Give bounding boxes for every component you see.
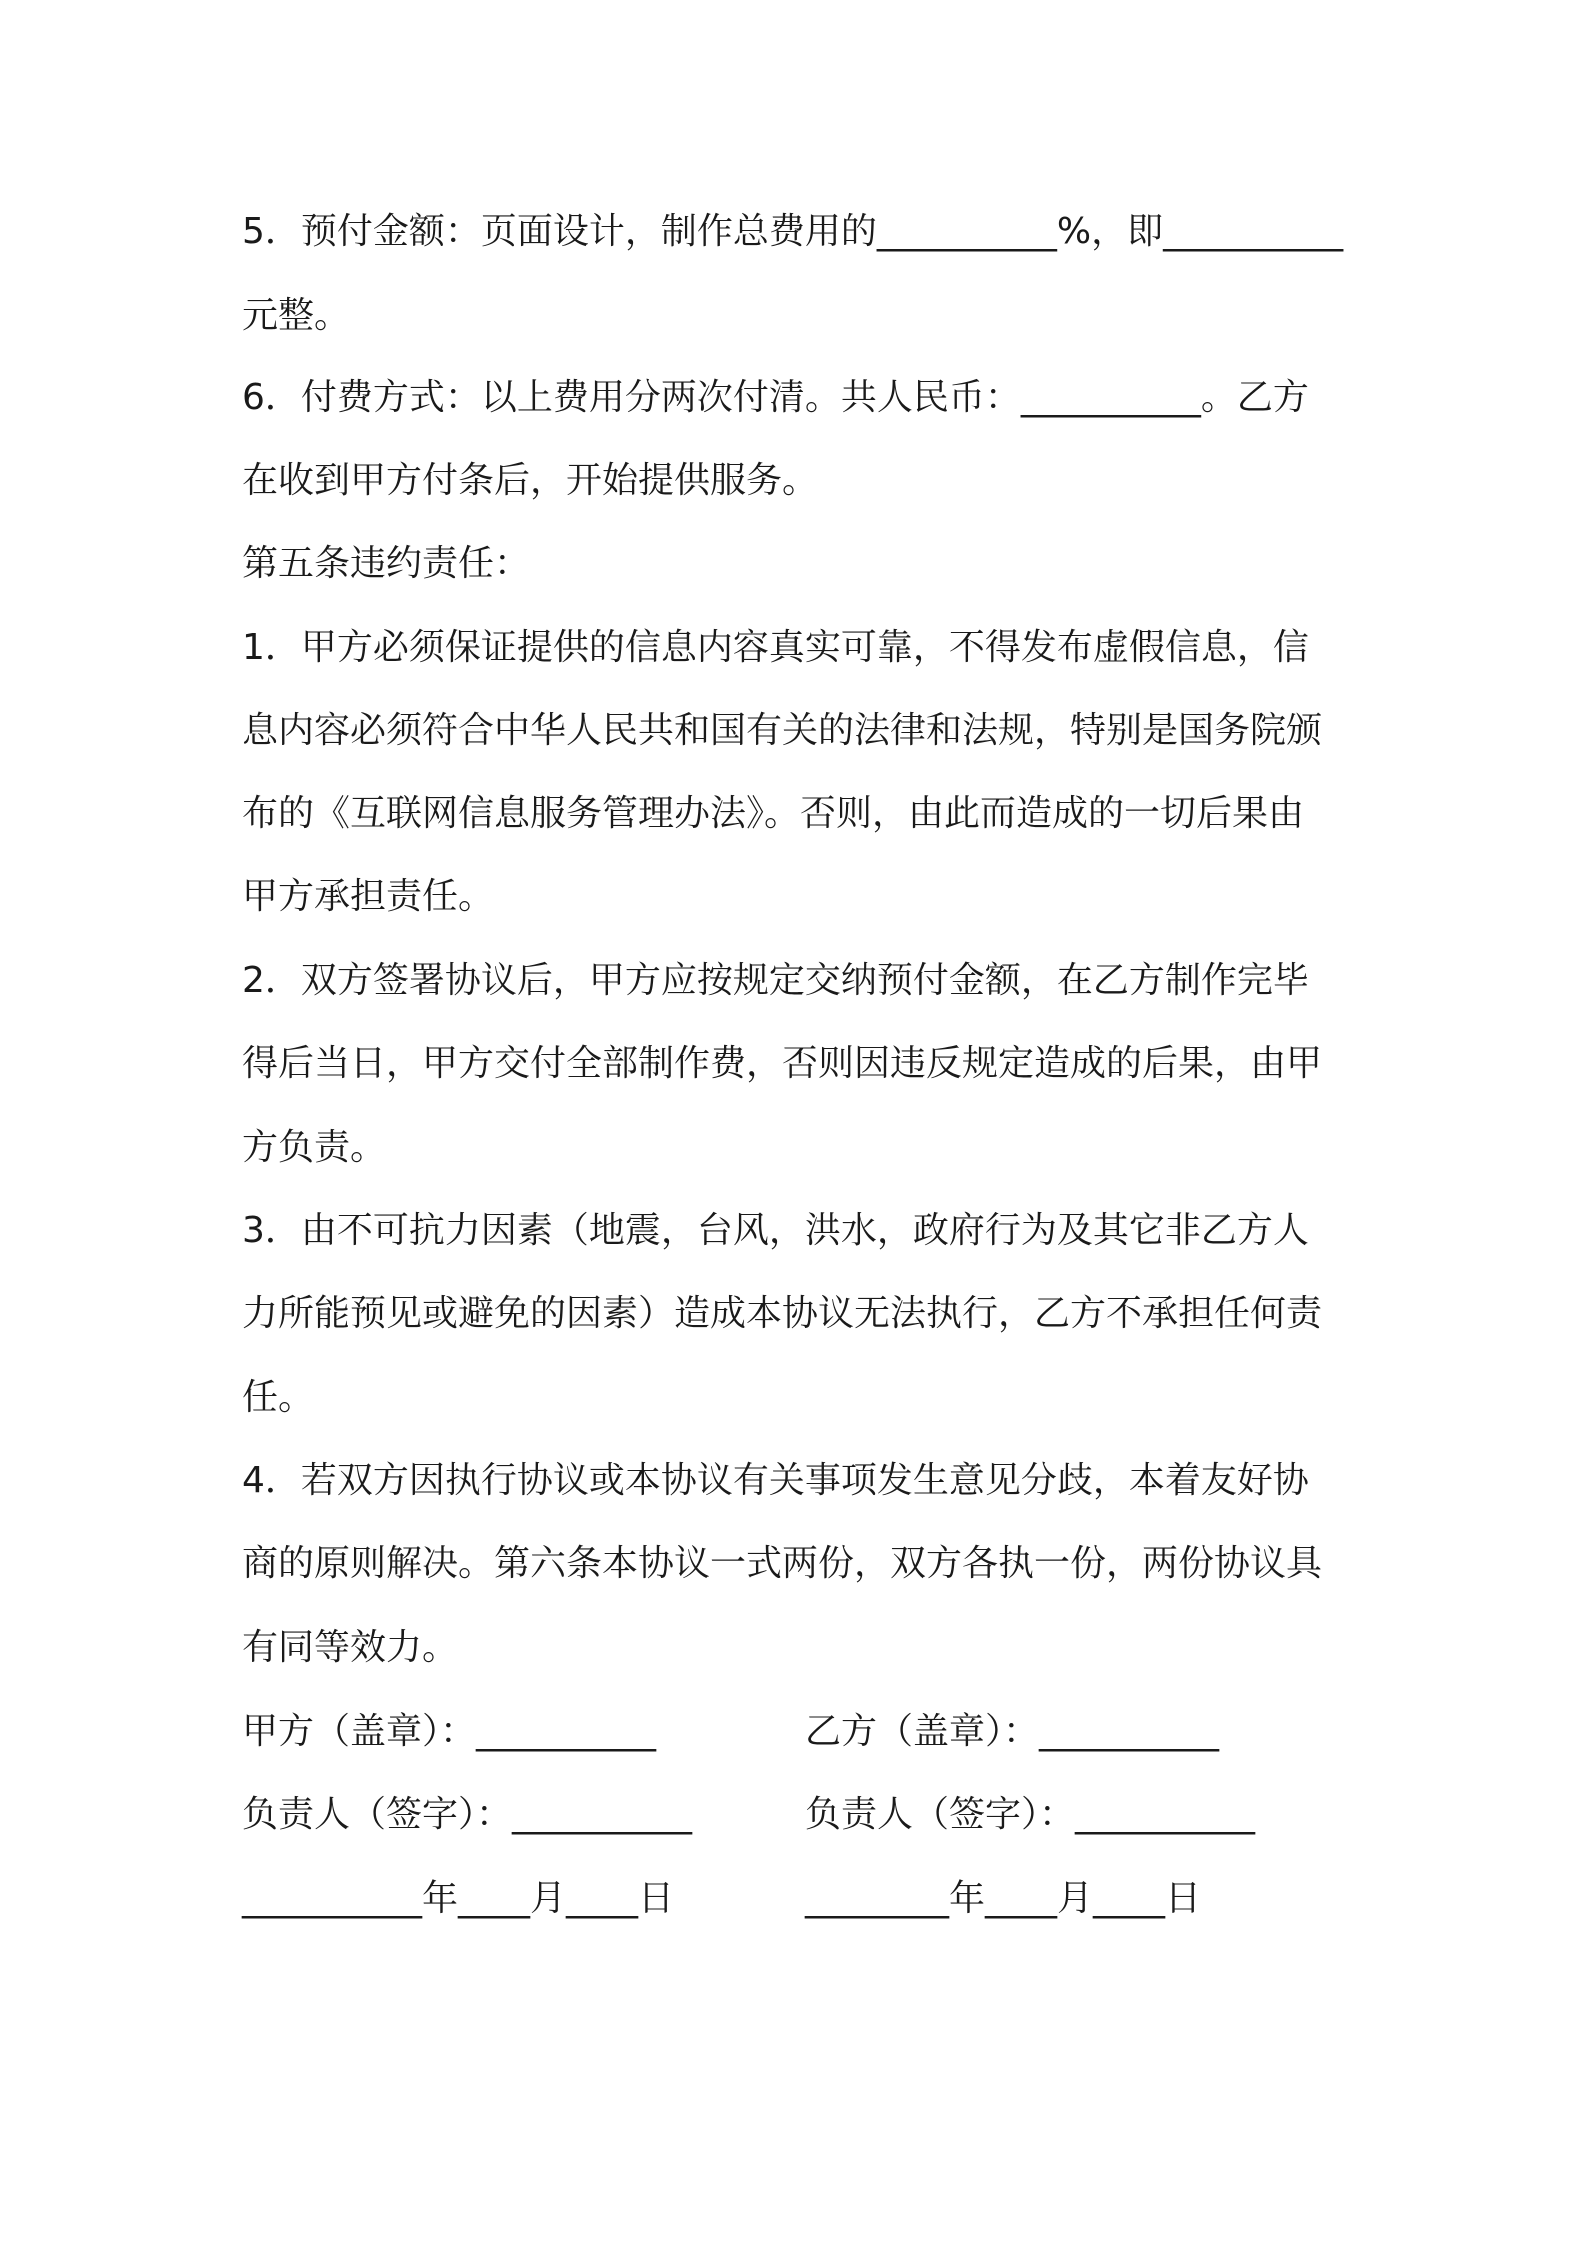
body-line: 5．预付金额：页面设计，制作总费用的__________%，即__________ (242, 211, 1344, 252)
party-a-date-line: __________年____月____日 (242, 1878, 674, 1919)
body-line: 4．若双方因执行协议或本协议有关事项发生意见分歧，本着友好协 (242, 1460, 1309, 1501)
body-line: 方负责。 (242, 1127, 387, 1168)
party-a-seal-line: 甲方（盖章）：__________ (242, 1711, 657, 1752)
party-a-signer-line: 负责人（签字）：__________ (242, 1794, 693, 1835)
body-line: 3．由不可抗力因素（地震，台风，洪水，政府行为及其它非乙方人 (242, 1210, 1309, 1251)
section-heading: 第五条违约责任： (242, 543, 531, 584)
party-b-date-line: ________年____月____日 (805, 1878, 1201, 1919)
body-line: 商的原则解决。第六条本协议一式两份，双方各执一份，两份协议具 (242, 1543, 1323, 1584)
body-line: 6．付费方式：以上费用分两次付清。共人民币：__________。乙方 (242, 377, 1309, 418)
body-line: 得后当日，甲方交付全部制作费，否则因违反规定造成的后果，由甲 (242, 1043, 1323, 1084)
body-line: 在收到甲方付条后，开始提供服务。 (242, 460, 819, 501)
party-b-seal-line: 乙方（盖章）：__________ (805, 1711, 1220, 1752)
body-line: 甲方承担责任。 (242, 876, 495, 917)
body-line: 息内容必须符合中华人民共和国有关的法律和法规，特别是国务院颁 (242, 710, 1323, 751)
body-line: 2．双方签署协议后，甲方应按规定交纳预付金额，在乙方制作完毕 (242, 960, 1309, 1001)
body-line: 元整。 (242, 295, 351, 336)
body-line: 有同等效力。 (242, 1627, 459, 1668)
party-b-signer-line: 负责人（签字）：__________ (805, 1794, 1256, 1835)
body-line: 任。 (242, 1377, 315, 1418)
body-line: 力所能预见或避免的因素）造成本协议无法执行，乙方不承担任何责 (242, 1293, 1323, 1334)
body-line: 1．甲方必须保证提供的信息内容真实可靠，不得发布虚假信息，信 (242, 627, 1309, 668)
body-line: 布的《互联网信息服务管理办法》。否则，由此而造成的一切后果由 (242, 793, 1305, 834)
